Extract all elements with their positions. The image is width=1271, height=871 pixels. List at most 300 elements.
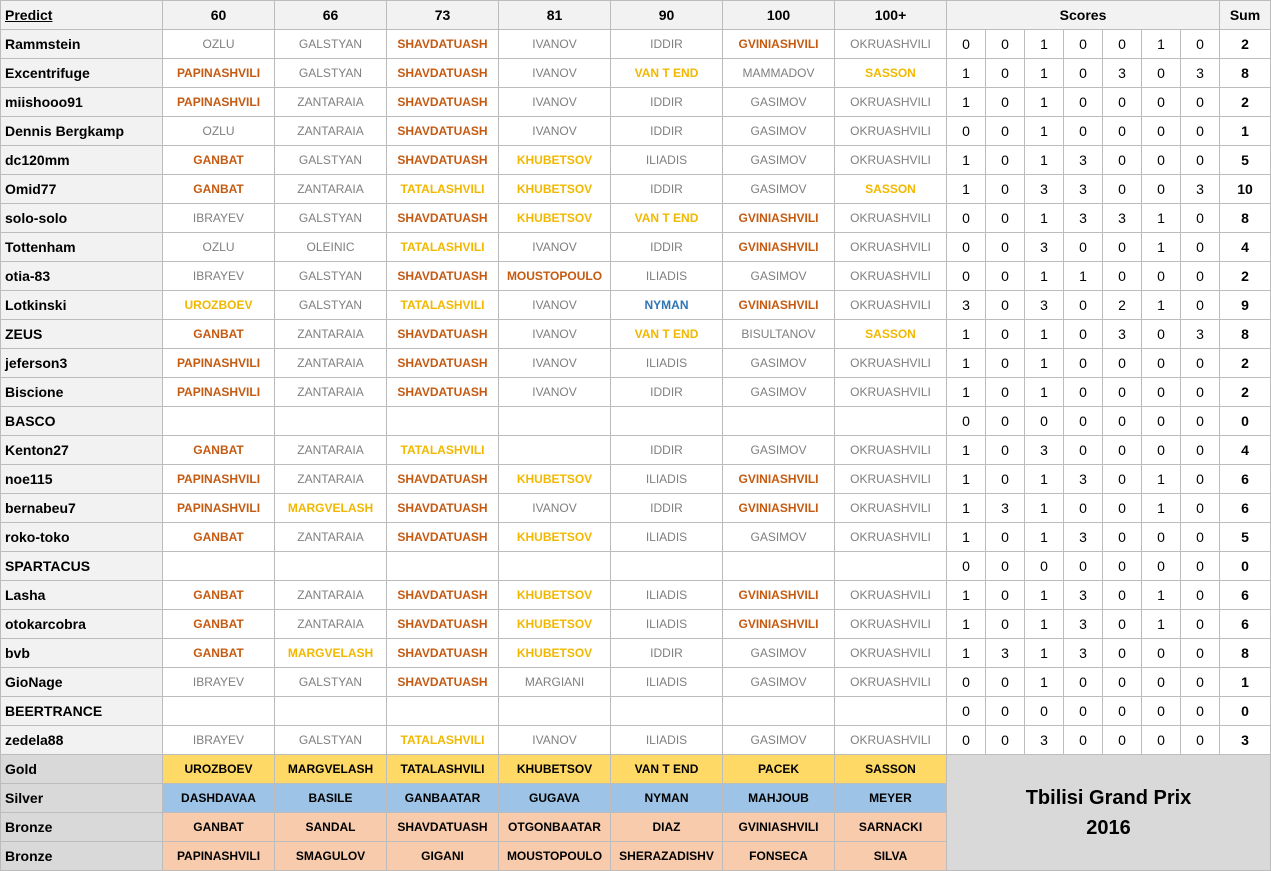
pick-cell: OKRUASHVILI [835, 581, 947, 610]
score-cell: 3 [1181, 175, 1220, 204]
pick-cell: GALSTYAN [275, 668, 387, 697]
pick-cell: IVANOV [499, 378, 611, 407]
predictor-name: solo-solo [1, 204, 163, 233]
score-cell: 0 [1103, 349, 1142, 378]
pick-cell: IDDIR [611, 639, 723, 668]
medal-winner: DASHDAVAA [163, 784, 275, 813]
table-row [1, 668, 1271, 697]
table-row [1, 262, 1271, 291]
score-cell: 0 [1142, 59, 1181, 88]
event-title: Tbilisi Grand Prix [1025, 786, 1192, 809]
score-cell: 1 [947, 610, 986, 639]
predictor-name: Tottenham [1, 233, 163, 262]
score-cell: 0 [1064, 320, 1103, 349]
pick-cell: IVANOV [499, 59, 611, 88]
pick-cell: ZANTARAIA [275, 581, 387, 610]
score-cell: 0 [947, 262, 986, 291]
pick-cell: TATALASHVILI [387, 233, 499, 262]
pick-cell: GVINIASHVILI [723, 30, 835, 59]
pick-cell: ZANTARAIA [275, 117, 387, 146]
pick-cell: OKRUASHVILI [835, 668, 947, 697]
score-cell: 1 [1025, 639, 1064, 668]
category-header: 73 [387, 1, 499, 30]
table-row [1, 610, 1271, 639]
score-cell: 0 [986, 262, 1025, 291]
score-cell: 0 [1025, 407, 1064, 436]
table-row [1, 494, 1271, 523]
pick-cell: TATALASHVILI [387, 291, 499, 320]
predictor-name: BEERTRANCE [1, 697, 163, 726]
score-cell: 0 [986, 436, 1025, 465]
category-header: 90 [611, 1, 723, 30]
medal-winner: GVINIASHVILI [723, 813, 835, 842]
score-cell: 3 [1064, 204, 1103, 233]
score-cell: 1 [1025, 320, 1064, 349]
pick-cell: OKRUASHVILI [835, 465, 947, 494]
table-row [1, 349, 1271, 378]
score-cell: 0 [1181, 407, 1220, 436]
pick-cell: SHAVDATUASH [387, 610, 499, 639]
score-cell: 0 [1064, 291, 1103, 320]
score-cell: 0 [1142, 262, 1181, 291]
medal-label: Bronze [1, 813, 163, 842]
predictor-name: zedela88 [1, 726, 163, 755]
pick-cell: TATALASHVILI [387, 436, 499, 465]
pick-cell: MARGIANI [499, 668, 611, 697]
pick-cell: OKRUASHVILI [835, 204, 947, 233]
pick-cell: SHAVDATUASH [387, 639, 499, 668]
pick-cell [723, 697, 835, 726]
score-cell: 0 [1181, 30, 1220, 59]
medal-winner: BASILE [275, 784, 387, 813]
pick-cell: SHAVDATUASH [387, 349, 499, 378]
pick-cell: MOUSTOPOULO [499, 262, 611, 291]
score-cell: 0 [1181, 233, 1220, 262]
medal-winner: UROZBOEV [163, 755, 275, 784]
score-cell: 0 [1025, 697, 1064, 726]
pick-cell: OKRUASHVILI [835, 436, 947, 465]
pick-cell: GVINIASHVILI [723, 494, 835, 523]
predictor-name: Rammstein [1, 30, 163, 59]
pick-cell: GVINIASHVILI [723, 581, 835, 610]
score-cell: 1 [947, 175, 986, 204]
score-cell: 3 [1064, 610, 1103, 639]
score-cell: 1 [947, 378, 986, 407]
score-cell: 0 [1103, 465, 1142, 494]
score-cell: 0 [1064, 233, 1103, 262]
pick-cell: IDDIR [611, 233, 723, 262]
sum-cell: 5 [1220, 146, 1271, 175]
score-cell: 0 [1181, 117, 1220, 146]
pick-cell: IDDIR [611, 117, 723, 146]
score-cell: 1 [947, 436, 986, 465]
medal-winner: MEYER [835, 784, 947, 813]
score-cell: 1 [947, 465, 986, 494]
table-row [1, 697, 1271, 726]
pick-cell: IDDIR [611, 175, 723, 204]
pick-cell: OKRUASHVILI [835, 146, 947, 175]
pick-cell: ILIADIS [611, 262, 723, 291]
score-cell: 0 [1142, 726, 1181, 755]
medal-row [1, 755, 1271, 784]
table-row [1, 726, 1271, 755]
pick-cell: IVANOV [499, 117, 611, 146]
score-cell: 3 [986, 639, 1025, 668]
score-cell: 1 [1025, 668, 1064, 697]
score-cell: 0 [947, 407, 986, 436]
score-cell: 0 [1181, 378, 1220, 407]
score-cell: 0 [986, 407, 1025, 436]
pick-cell [163, 697, 275, 726]
pick-cell [387, 407, 499, 436]
score-cell: 0 [1181, 204, 1220, 233]
pick-cell: MARGVELASH [275, 494, 387, 523]
pick-cell: IBRAYEV [163, 668, 275, 697]
pick-cell: ZANTARAIA [275, 88, 387, 117]
score-cell: 3 [1064, 581, 1103, 610]
score-cell: 1 [1025, 494, 1064, 523]
pick-cell: SHAVDATUASH [387, 378, 499, 407]
header-row [1, 1, 1271, 30]
predictor-name: Dennis Bergkamp [1, 117, 163, 146]
score-cell: 0 [1142, 523, 1181, 552]
table-row [1, 581, 1271, 610]
pick-cell: ZANTARAIA [275, 175, 387, 204]
predictor-name: miishooo91 [1, 88, 163, 117]
score-cell: 2 [1103, 291, 1142, 320]
pick-cell: GALSTYAN [275, 30, 387, 59]
score-cell: 0 [947, 30, 986, 59]
score-cell: 1 [1025, 262, 1064, 291]
score-cell: 0 [1181, 494, 1220, 523]
category-header: 66 [275, 1, 387, 30]
score-cell: 0 [1103, 610, 1142, 639]
pick-cell: GVINIASHVILI [723, 465, 835, 494]
score-cell: 0 [1142, 320, 1181, 349]
score-cell: 1 [1025, 378, 1064, 407]
pick-cell: GANBAT [163, 610, 275, 639]
score-cell: 0 [1181, 436, 1220, 465]
score-cell: 0 [1181, 697, 1220, 726]
pick-cell: ZANTARAIA [275, 320, 387, 349]
pick-cell: MARGVELASH [275, 639, 387, 668]
pick-cell: ILIADIS [611, 668, 723, 697]
score-cell: 0 [1142, 349, 1181, 378]
sum-cell: 8 [1220, 639, 1271, 668]
score-cell: 0 [1181, 639, 1220, 668]
pick-cell: GVINIASHVILI [723, 204, 835, 233]
pick-cell: GALSTYAN [275, 726, 387, 755]
pick-cell: IVANOV [499, 349, 611, 378]
score-cell: 1 [1142, 30, 1181, 59]
pick-cell: SASSON [835, 175, 947, 204]
score-cell: 3 [1025, 436, 1064, 465]
score-cell: 0 [947, 204, 986, 233]
pick-cell [387, 552, 499, 581]
medal-winner: GANBAT [163, 813, 275, 842]
score-cell: 0 [947, 668, 986, 697]
medal-winner: DIAZ [611, 813, 723, 842]
pick-cell [499, 552, 611, 581]
pick-cell [835, 407, 947, 436]
pick-cell: OKRUASHVILI [835, 378, 947, 407]
score-cell: 0 [1064, 552, 1103, 581]
pick-cell: PAPINASHVILI [163, 465, 275, 494]
pick-cell: OKRUASHVILI [835, 291, 947, 320]
pick-cell: GASIMOV [723, 262, 835, 291]
score-cell: 0 [1181, 668, 1220, 697]
predictor-name: noe115 [1, 465, 163, 494]
medal-winner: VAN T END [611, 755, 723, 784]
score-cell: 1 [1025, 610, 1064, 639]
pick-cell: SHAVDATUASH [387, 523, 499, 552]
category-header: 81 [499, 1, 611, 30]
pick-cell: GASIMOV [723, 668, 835, 697]
pick-cell: GANBAT [163, 639, 275, 668]
pick-cell: OKRUASHVILI [835, 523, 947, 552]
pick-cell: ILIADIS [611, 726, 723, 755]
pick-cell: GASIMOV [723, 378, 835, 407]
pick-cell: ZANTARAIA [275, 349, 387, 378]
pick-cell: IBRAYEV [163, 262, 275, 291]
pick-cell [723, 407, 835, 436]
score-cell: 0 [1103, 88, 1142, 117]
score-cell: 1 [947, 88, 986, 117]
score-cell: 1 [947, 320, 986, 349]
medal-winner: OTGONBAATAR [499, 813, 611, 842]
score-cell: 0 [1103, 726, 1142, 755]
pick-cell: IBRAYEV [163, 726, 275, 755]
pick-cell: PAPINASHVILI [163, 494, 275, 523]
pick-cell [723, 552, 835, 581]
predictor-name: ZEUS [1, 320, 163, 349]
medal-winner: SHAVDATUASH [387, 813, 499, 842]
score-cell: 0 [1064, 726, 1103, 755]
table-row [1, 639, 1271, 668]
sum-cell: 1 [1220, 668, 1271, 697]
sum-cell: 2 [1220, 88, 1271, 117]
pick-cell: SHAVDATUASH [387, 668, 499, 697]
scores-header: Scores [947, 1, 1220, 30]
pick-cell: GALSTYAN [275, 59, 387, 88]
sum-cell: 0 [1220, 552, 1271, 581]
score-cell: 3 [1025, 233, 1064, 262]
score-cell: 1 [947, 581, 986, 610]
score-cell: 0 [986, 233, 1025, 262]
score-cell: 3 [1064, 146, 1103, 175]
table-row [1, 436, 1271, 465]
pick-cell: KHUBETSOV [499, 581, 611, 610]
event-box [947, 755, 1271, 871]
score-cell: 1 [1142, 465, 1181, 494]
score-cell: 0 [986, 668, 1025, 697]
medal-winner: MARGVELASH [275, 755, 387, 784]
score-cell: 1 [947, 349, 986, 378]
score-cell: 1 [1025, 30, 1064, 59]
predictor-name: dc120mm [1, 146, 163, 175]
pick-cell: OKRUASHVILI [835, 349, 947, 378]
score-cell: 0 [1181, 610, 1220, 639]
table-row [1, 291, 1271, 320]
predictor-name: Omid77 [1, 175, 163, 204]
pick-cell: IBRAYEV [163, 204, 275, 233]
pick-cell: IDDIR [611, 494, 723, 523]
medal-winner: MOUSTOPOULO [499, 842, 611, 871]
predictor-name: Lasha [1, 581, 163, 610]
score-cell: 1 [1142, 494, 1181, 523]
pick-cell: ILIADIS [611, 146, 723, 175]
pick-cell [611, 407, 723, 436]
predictor-name: Excentrifuge [1, 59, 163, 88]
score-cell: 0 [986, 320, 1025, 349]
pick-cell: KHUBETSOV [499, 523, 611, 552]
pick-cell: IVANOV [499, 494, 611, 523]
score-cell: 0 [1103, 117, 1142, 146]
pick-cell: OZLU [163, 117, 275, 146]
pick-cell [611, 552, 723, 581]
pick-cell: SHAVDATUASH [387, 59, 499, 88]
pick-cell: PAPINASHVILI [163, 378, 275, 407]
sum-cell: 3 [1220, 726, 1271, 755]
pick-cell: GVINIASHVILI [723, 610, 835, 639]
pick-cell: SHAVDATUASH [387, 146, 499, 175]
score-cell: 1 [947, 59, 986, 88]
score-cell: 0 [947, 552, 986, 581]
score-cell: 0 [1064, 349, 1103, 378]
predictor-name: BASCO [1, 407, 163, 436]
medal-winner: GUGAVA [499, 784, 611, 813]
score-cell: 3 [1064, 465, 1103, 494]
score-cell: 1 [947, 523, 986, 552]
pick-cell: NYMAN [611, 291, 723, 320]
sum-cell: 0 [1220, 697, 1271, 726]
pick-cell: GASIMOV [723, 523, 835, 552]
sum-cell: 5 [1220, 523, 1271, 552]
pick-cell: IVANOV [499, 726, 611, 755]
pick-cell: ZANTARAIA [275, 610, 387, 639]
score-cell: 0 [1103, 552, 1142, 581]
score-cell: 1 [1025, 349, 1064, 378]
score-cell: 3 [1064, 639, 1103, 668]
score-cell: 0 [1181, 726, 1220, 755]
score-cell: 0 [986, 117, 1025, 146]
pick-cell: GANBAT [163, 320, 275, 349]
pick-cell: OKRUASHVILI [835, 726, 947, 755]
pick-cell: VAN T END [611, 320, 723, 349]
pick-cell: OKRUASHVILI [835, 117, 947, 146]
medal-winner: SILVA [835, 842, 947, 871]
pick-cell: OKRUASHVILI [835, 262, 947, 291]
pick-cell: SHAVDATUASH [387, 88, 499, 117]
pick-cell: GVINIASHVILI [723, 233, 835, 262]
table-row [1, 407, 1271, 436]
pick-cell: SHAVDATUASH [387, 494, 499, 523]
score-cell: 0 [1103, 581, 1142, 610]
table-row [1, 552, 1271, 581]
score-cell: 0 [986, 581, 1025, 610]
score-cell: 0 [1103, 436, 1142, 465]
score-cell: 0 [986, 378, 1025, 407]
sum-cell: 6 [1220, 581, 1271, 610]
pick-cell [163, 552, 275, 581]
pick-cell: OKRUASHVILI [835, 30, 947, 59]
score-cell: 0 [1142, 697, 1181, 726]
score-cell: 0 [986, 291, 1025, 320]
medal-winner: MAHJOUB [723, 784, 835, 813]
score-cell: 0 [1142, 552, 1181, 581]
table-row [1, 523, 1271, 552]
score-cell: 0 [1103, 175, 1142, 204]
score-cell: 3 [986, 494, 1025, 523]
pick-cell [499, 407, 611, 436]
score-cell: 0 [1103, 146, 1142, 175]
score-cell: 0 [947, 697, 986, 726]
pick-cell [275, 407, 387, 436]
score-cell: 0 [1103, 639, 1142, 668]
score-cell: 0 [1181, 581, 1220, 610]
sum-cell: 4 [1220, 233, 1271, 262]
table-row [1, 378, 1271, 407]
pick-cell: PAPINASHVILI [163, 349, 275, 378]
score-cell: 1 [1142, 581, 1181, 610]
predictor-name: Biscione [1, 378, 163, 407]
score-cell: 0 [1142, 639, 1181, 668]
pick-cell: BISULTANOV [723, 320, 835, 349]
table-row [1, 88, 1271, 117]
pick-cell [163, 407, 275, 436]
pick-cell: GALSTYAN [275, 291, 387, 320]
score-cell: 0 [1142, 668, 1181, 697]
score-cell: 0 [1142, 175, 1181, 204]
pick-cell: PAPINASHVILI [163, 88, 275, 117]
score-cell: 0 [986, 726, 1025, 755]
score-cell: 0 [1064, 88, 1103, 117]
score-cell: 3 [1025, 726, 1064, 755]
pick-cell: SHAVDATUASH [387, 262, 499, 291]
score-cell: 0 [1181, 465, 1220, 494]
predictor-name: bvb [1, 639, 163, 668]
pick-cell: OKRUASHVILI [835, 610, 947, 639]
pick-cell: OKRUASHVILI [835, 88, 947, 117]
score-cell: 3 [1025, 291, 1064, 320]
pick-cell: GASIMOV [723, 349, 835, 378]
score-cell: 0 [1103, 697, 1142, 726]
table-row [1, 59, 1271, 88]
table-row [1, 175, 1271, 204]
medal-winner: SMAGULOV [275, 842, 387, 871]
score-cell: 0 [986, 697, 1025, 726]
pick-cell: KHUBETSOV [499, 204, 611, 233]
sum-header: Sum [1220, 1, 1271, 30]
sum-cell: 10 [1220, 175, 1271, 204]
table-row [1, 117, 1271, 146]
table-row [1, 146, 1271, 175]
score-cell: 0 [986, 146, 1025, 175]
pick-cell: ILIADIS [611, 465, 723, 494]
pick-cell: GALSTYAN [275, 146, 387, 175]
score-cell: 1 [947, 494, 986, 523]
score-cell: 0 [986, 349, 1025, 378]
sum-cell: 6 [1220, 494, 1271, 523]
score-cell: 3 [1025, 175, 1064, 204]
score-cell: 0 [1064, 697, 1103, 726]
category-header: 100+ [835, 1, 947, 30]
score-cell: 1 [1025, 146, 1064, 175]
pick-cell: OZLU [163, 30, 275, 59]
medal-winner: KHUBETSOV [499, 755, 611, 784]
medal-label: Gold [1, 755, 163, 784]
category-header: 100 [723, 1, 835, 30]
